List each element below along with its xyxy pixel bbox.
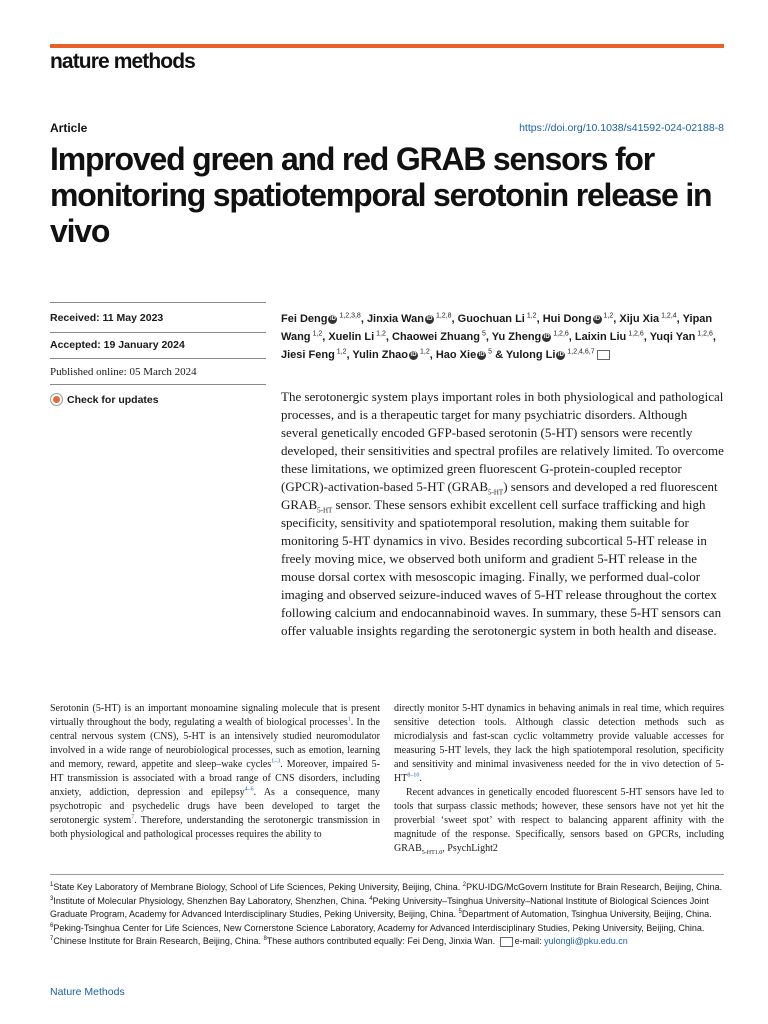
citation-link[interactable]: 1–3 xyxy=(271,758,281,765)
body-text: . Moreover, impaired 5-HT transmission is associated with a broad range of CNS disorders, including anxiety, addiction, depression and epilepsy xyxy=(50,759,380,798)
author-name-text: Xiju Xia xyxy=(619,313,660,325)
author-name-text: Hao Xie xyxy=(435,349,477,361)
author-affiliation: 1,2,8 xyxy=(434,312,452,320)
dates-divider xyxy=(50,358,266,359)
received-date: Received: 11 May 2023 xyxy=(50,312,164,324)
orcid-icon[interactable]: iD xyxy=(478,351,485,358)
check-updates-icon xyxy=(50,393,63,406)
dates-panel xyxy=(50,312,266,420)
affiliation-number: 4 xyxy=(369,895,373,902)
affiliation-text: Department of Automation, Tsinghua University, Beijing, China. xyxy=(461,909,712,919)
affiliation-text: PKU-IDG/McGovern Institute for Brain Research, Beijing, China. xyxy=(466,882,723,892)
citation-link[interactable]: 4–6 xyxy=(244,786,254,793)
author-name[interactable] xyxy=(281,313,361,325)
author-name-text: Guochuan Li xyxy=(457,313,525,325)
affiliation-text: Chinese Institute for Brain Research, Beijing, China. xyxy=(53,936,264,946)
body-column-left xyxy=(50,702,380,842)
citation-link[interactable]: 1 xyxy=(347,716,351,723)
author-name[interactable] xyxy=(436,349,492,361)
author-name[interactable] xyxy=(506,349,610,361)
author-name[interactable] xyxy=(543,313,614,325)
affiliation-number: 3 xyxy=(50,895,54,902)
author-name-text: Jiesi Feng xyxy=(281,349,335,361)
author-name-text: Yu Zheng xyxy=(491,331,542,343)
abstract xyxy=(281,388,726,640)
journal-logo: nature methods xyxy=(50,50,195,73)
affiliation-text: Peking University–Tsinghua University–National Institute of Biological Sciences Joint Graduate Program, Academy for Advanced Interdisciplinary Studies, Peking University, Beijing, China. xyxy=(50,895,709,919)
affiliation-text: State Key Laboratory of Membrane Biology, School of Life Sciences, Peking University, Beijing, China. xyxy=(53,882,463,892)
body-text: Serotonin (5-HT) is an important monoamine signaling molecule that is present virtually throughout the body, regulating a wealth of biological processes xyxy=(50,703,380,728)
author-name-text: Yulin Zhao xyxy=(352,349,409,361)
author-affiliation: 1,2 xyxy=(374,330,386,338)
orcid-icon[interactable]: iD xyxy=(329,315,336,322)
author-name[interactable] xyxy=(367,313,452,325)
email-link[interactable]: yulongli@pku.edu.cn xyxy=(544,936,628,946)
citation-link[interactable]: 7 xyxy=(131,814,135,821)
email-label: e-mail: xyxy=(514,936,545,946)
body-text: . xyxy=(419,773,422,784)
author-name[interactable] xyxy=(352,349,429,361)
citation-link[interactable]: 8–10 xyxy=(407,772,420,779)
envelope-icon xyxy=(500,937,513,947)
author-name[interactable] xyxy=(281,349,346,361)
orcid-icon[interactable]: iD xyxy=(543,333,550,340)
author-name[interactable] xyxy=(619,313,676,325)
author-affiliation: 1,2,4,6,7 xyxy=(565,348,595,356)
author-affiliation: 1,2 xyxy=(601,312,614,320)
body-column-right xyxy=(394,702,724,856)
author-affiliation: 5 xyxy=(480,330,486,338)
abstract-text-3: sensor. These sensors exhibit excellent cell surface trafficking and high specificity, sensitivity and spatiotemporal resolution, making them suitable for monitoring 5-HT dynamics in vivo. Besides recording subcortical 5-HT release in freely moving mice, we observed both uniform and gradient 5-HT release in the mouse dorsal cortex with mesoscopic imaging. Finally, we performed dual-color imaging and observed seizure-induced waves of 5-HT release throughout the cortex following calcium and endocannabinoid waves. In summary, these 5-HT sensors can offer valuable insights regarding the serotonergic system in both health and disease. xyxy=(281,497,722,638)
check-updates-label: Check for updates xyxy=(67,393,159,406)
body-text: Recent advances in genetically encoded fluorescent 5-HT sensors have led to tools that surpass classic methods; however, these sensors have not yet hit the proverbial ‘sweet spot’ with respect to balancing apparent affinity with the magnitude of the response. Specifically, sensors based on GPCRs, including GRAB xyxy=(394,787,724,854)
footer-journal-name: Nature Methods xyxy=(50,986,125,998)
orcid-icon[interactable]: iD xyxy=(410,351,417,358)
author-name-text: Yipan Wang xyxy=(281,313,713,343)
author-name-text: Chaowei Zhuang xyxy=(392,331,480,343)
orcid-icon[interactable]: iD xyxy=(426,315,433,322)
author-name[interactable] xyxy=(392,331,486,343)
author-name[interactable] xyxy=(328,331,386,343)
article-type-label: Article xyxy=(50,121,88,135)
affiliation-text: Peking-Tsinghua Center for Life Sciences, New Cornerstone Science Laboratory, Academy for Advanced Interdisciplinary Studies, Peking University, Beijing, China. xyxy=(53,922,705,933)
abstract-subscript: 5-HT xyxy=(317,506,333,515)
author-name-text: Xuelin Li xyxy=(328,331,375,343)
author-affiliation: 5 xyxy=(486,348,493,356)
accepted-date: Accepted: 19 January 2024 xyxy=(50,339,185,351)
body-text: . As a consequence, many psychotropic and psychedelic drugs have been developed to target the serotonergic system xyxy=(50,787,380,826)
body-text: directly monitor 5-HT dynamics in behaving animals in real time, which requires sensitive detection tools. Although classic detection methods such as microdialysis and fast-scan cyclic voltammetry provide valuable accesses for measuring 5-HT levels, they lack the high spatiotemporal resolution, specificity and sensitivity and minimal invasiveness needed for the in vivo detection of 5-HT xyxy=(394,703,724,784)
author-name[interactable] xyxy=(458,313,537,325)
affiliation-number: 1 xyxy=(50,882,54,888)
affiliation-number: 7 xyxy=(50,936,54,942)
check-for-updates-button[interactable] xyxy=(50,393,159,406)
affiliation-number: 2 xyxy=(462,882,467,888)
author-name[interactable] xyxy=(575,331,644,343)
author-affiliation: 1,2,6 xyxy=(551,330,569,338)
author-list: Fei Deng iD $^{1,2,3,8}$, Jinxia Wan iD $^{1,2,8}$, Guochuan Li $^{1,2}$, Hui Dong iD $^{1,2}$, Xiju Xia $^{1,2,4}$, Yipan Wang $^{1,2}$, Xuelin Li $^{1,2}$, Chaowei Zhuang $^5$, Yu Zheng iD $^{1,2,6}$, Laixin Liu $^{1,2,6}$, Yuqi Yan $^{1,2,6}$, Jiesi Feng $^{1,2}$, Yulin Zhao iD $^{1,2}$, Hao Xie iD $^5$ & Yulong Li iD $^{1,2,4,6,7}$ xyxy=(281,312,716,361)
author-affiliation: 1,2 xyxy=(334,348,347,356)
footnote-divider xyxy=(50,874,724,875)
abstract-text-1: The serotonergic system plays important roles in both physiological and pathological processes, and is a therapeutic target for many psychiatric disorders. Although several genetically encoded GFP-based serotonin (5-HT) sensors were recently developed, their sensitivities and spectral profiles are relatively limited. To overcome these limitations, we optimized green fluorescent G-protein-coupled receptor (GPCR)-activation-based 5-HT (GRAB xyxy=(281,389,724,494)
author-name-text: Hui Dong xyxy=(542,313,592,325)
body-text: . Therefore, understanding the serotonergic transmission in both physiological and pathological processes requires the ability to xyxy=(50,815,381,840)
article-title: Improved green and red GRAB sensors for monitoring spatiotemporal serotonin release in vivo xyxy=(50,141,712,249)
author-affiliation: 1,2 xyxy=(310,330,323,338)
orcid-icon[interactable]: iD xyxy=(594,315,601,322)
author-name-text: Fei Deng xyxy=(281,313,328,325)
author-name[interactable] xyxy=(650,331,713,343)
dates-divider-top xyxy=(50,302,266,303)
orcid-icon[interactable]: iD xyxy=(557,351,564,358)
journal-accent-bar xyxy=(50,44,724,48)
author-affiliation: 1,2,6 xyxy=(626,330,644,338)
affiliation-text: Institute of Molecular Physiology, Shenzhen Bay Laboratory, Shenzhen, China. xyxy=(53,895,370,906)
dates-divider xyxy=(50,384,266,385)
affiliation-number: 8 xyxy=(263,936,267,942)
abstract-subscript: 5-HT xyxy=(488,488,504,497)
author-affiliation: 1,2 xyxy=(524,312,537,320)
body-text: . In the central nervous system (CNS), 5-HT is an intensively studied neuromodulator involved in a wide range of neurobiological processes, such as emotion, learning and memory, reward, appetite and sleep–wake cycles xyxy=(50,717,380,770)
envelope-icon[interactable] xyxy=(597,350,610,360)
author-affiliation: 1,2,3,8 xyxy=(337,312,361,320)
doi-link[interactable]: https://doi.org/10.1038/s41592-024-02188-8 xyxy=(519,122,724,134)
affiliation-number: 5 xyxy=(458,909,462,915)
author-name-text: Yulong Li xyxy=(505,349,556,361)
body-text: , PsychLight2 xyxy=(442,843,498,854)
author-name[interactable] xyxy=(492,331,569,343)
affiliations-footnote xyxy=(50,881,724,949)
abstract-text-2: ) sensors and developed a red fluorescent GRAB xyxy=(281,479,718,512)
body-subscript: 5-HT1.0 xyxy=(421,850,443,856)
dates-divider xyxy=(50,332,266,333)
affiliation-number: 6 xyxy=(50,922,54,929)
published-date: Published online: 05 March 2024 xyxy=(50,366,197,378)
affiliation-text: These authors contributed equally: Fei Deng, Jinxia Wan. xyxy=(266,936,498,946)
author-affiliation: 1,2,4 xyxy=(659,312,677,320)
author-name-text: Laixin Liu xyxy=(574,331,627,343)
author-name-text: Yuqi Yan xyxy=(649,331,696,343)
author-affiliation: 1,2 xyxy=(418,348,430,356)
author-name-text: Jinxia Wan xyxy=(366,313,424,325)
author-affiliation: 1,2,6 xyxy=(695,330,713,338)
